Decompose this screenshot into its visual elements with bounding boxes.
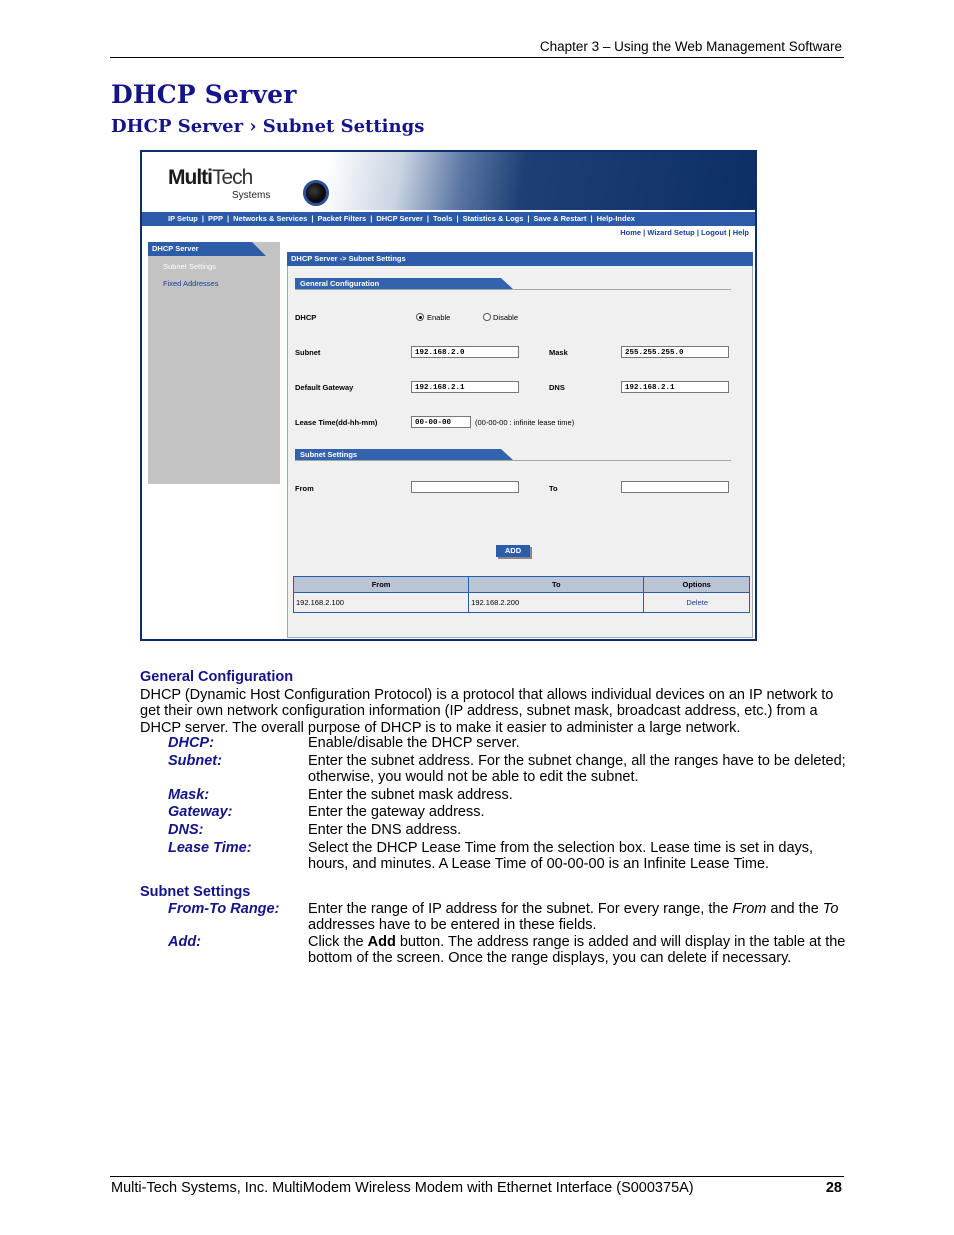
- logo-tech: Tech: [211, 166, 253, 189]
- desc-from-to-range: [308, 901, 848, 934]
- general-config-bar-tab: [501, 278, 513, 289]
- delete-link[interactable]: Delete: [644, 593, 750, 613]
- col-header-from: From: [294, 577, 469, 593]
- lease-time-input[interactable]: 00-00-00: [411, 416, 471, 428]
- cell-to: 192.168.2.200: [469, 593, 644, 613]
- term-add: Add:: [168, 934, 202, 950]
- mask-label: Mask: [549, 348, 568, 357]
- ranges-table: [293, 576, 750, 613]
- nav-ip-setup[interactable]: IP Setup: [168, 214, 198, 223]
- desc-add: [308, 934, 848, 967]
- add-text-1: Click the: [308, 934, 368, 950]
- dns-label: DNS: [549, 383, 565, 392]
- header-rule: [110, 57, 844, 58]
- from-input[interactable]: [411, 481, 519, 493]
- gateway-label: Default Gateway: [295, 383, 354, 392]
- sidebar-item-fixed-addresses[interactable]: Fixed Addresses: [163, 279, 219, 288]
- term-dhcp: DHCP:: [168, 735, 214, 751]
- general-config-bar: General Configuration: [295, 278, 501, 289]
- chapter-header: Chapter 3 – Using the Web Management Software: [539, 39, 842, 54]
- sidebar-heading: DHCP Server: [148, 242, 252, 256]
- desc-dhcp: Enable/disable the DHCP server.: [308, 735, 520, 751]
- dhcp-enable-label: Enable: [427, 313, 451, 322]
- nav-packet-filters[interactable]: Packet Filters: [317, 214, 367, 223]
- from-label: From: [295, 484, 314, 493]
- subnet-input[interactable]: 192.168.2.0: [411, 346, 519, 358]
- desc-lease-time: Select the DHCP Lease Time from the selection box. Lease time is set in days, hours, and minutes. A Lease Time of 00-00-00 is an Infinite Lease Time.: [308, 840, 814, 873]
- to-label: To: [549, 484, 558, 493]
- logo-globe-icon: [303, 180, 329, 206]
- table-row: [294, 593, 750, 613]
- dns-input[interactable]: 192.168.2.1: [621, 381, 729, 393]
- footer-text: Multi-Tech Systems, Inc. MultiModem Wireless Modem with Ethernet Interface (S000375A): [111, 1180, 694, 1196]
- fromto-text-3: addresses have to be entered in these fields.: [308, 917, 597, 934]
- subnet-label: Subnet: [295, 348, 321, 357]
- term-subnet: Subnet:: [168, 753, 222, 769]
- sidebar-heading-tab: [252, 242, 266, 256]
- gateway-input[interactable]: 192.168.2.1: [411, 381, 519, 393]
- multitech-logo: [168, 166, 271, 201]
- desc-mask: Enter the subnet mask address.: [308, 787, 513, 803]
- nav-dhcp-server[interactable]: DHCP Server: [376, 214, 423, 223]
- fromto-text-1: Enter the range of IP address for the subnet. For every range, the: [308, 901, 733, 917]
- fromto-to: To: [822, 901, 839, 917]
- fromto-from: From: [732, 901, 767, 917]
- cell-from: 192.168.2.100: [294, 593, 469, 613]
- col-header-to: To: [469, 577, 644, 593]
- nav-ppp[interactable]: PPP: [207, 214, 223, 223]
- web-ui-screenshot: [140, 150, 757, 641]
- general-config-heading: General Configuration: [140, 669, 294, 685]
- fromto-text-2: and the: [766, 901, 823, 917]
- footer-rule: [110, 1176, 844, 1177]
- sidebar-item-subnet-settings[interactable]: Subnet Settings: [163, 262, 216, 271]
- content-title: DHCP Server -> Subnet Settings: [287, 252, 753, 266]
- sub-nav: Home | Wizard Setup | Logout | Help: [620, 228, 749, 237]
- dhcp-label: DHCP: [295, 313, 317, 322]
- col-header-options: Options: [644, 577, 750, 593]
- desc-subnet: Enter the subnet address. For the subnet change, all the ranges have to be deleted; otherwise, you would not be able to edit the subnet.: [308, 753, 846, 786]
- term-gateway: Gateway:: [168, 804, 233, 820]
- add-bold: Add: [367, 934, 396, 950]
- subnav-help[interactable]: Help: [732, 228, 749, 237]
- term-dns: DNS:: [168, 822, 204, 838]
- logo-systems: Systems: [232, 190, 271, 201]
- lease-time-hint: (00-00-00 : infinite lease time): [475, 418, 575, 427]
- dhcp-disable-label: Disable: [493, 313, 519, 322]
- dhcp-disable-radio[interactable]: [483, 313, 491, 321]
- dhcp-enable-radio[interactable]: [416, 313, 424, 321]
- page-subtitle: DHCP Server › Subnet Settings: [111, 116, 425, 137]
- desc-dns: Enter the DNS address.: [308, 822, 462, 838]
- nav-save-restart[interactable]: Save & Restart: [533, 214, 587, 223]
- subnav-home[interactable]: Home: [620, 228, 642, 237]
- subnav-logout[interactable]: Logout: [701, 228, 727, 237]
- mask-input[interactable]: 255.255.255.0: [621, 346, 729, 358]
- page-title: DHCP Server: [111, 80, 297, 109]
- to-input[interactable]: [621, 481, 729, 493]
- page-number: 28: [825, 1180, 842, 1196]
- add-text-2: button. The address range is added and will display in the table at the bottom of the screen. Once the range displays, you can delete if necessary.: [308, 934, 846, 967]
- nav-tools[interactable]: Tools: [433, 214, 453, 223]
- term-lease-time: Lease Time:: [168, 840, 252, 856]
- nav-statistics-logs[interactable]: Statistics & Logs: [462, 214, 524, 223]
- term-mask: Mask:: [168, 787, 210, 803]
- general-config-rule: [295, 289, 731, 290]
- lease-time-label: Lease Time(dd-hh-mm): [295, 418, 378, 427]
- main-nav: IP Setup | PPP | Networks & Services | Packet Filters | DHCP Server | Tools | Statistics & Logs | Save & Restart | Help-Index: [142, 212, 755, 226]
- subnet-settings-bar: Subnet Settings: [295, 449, 501, 460]
- nav-networks-services[interactable]: Networks & Services: [233, 214, 308, 223]
- logo-multi: Multi: [168, 166, 212, 189]
- nav-help-index[interactable]: Help-Index: [596, 214, 635, 223]
- subnet-settings-bar-tab: [501, 449, 513, 460]
- subnet-settings-heading: Subnet Settings: [140, 884, 251, 900]
- term-from-to-range: From-To Range:: [168, 901, 280, 917]
- subnav-wizard-setup[interactable]: Wizard Setup: [647, 228, 695, 237]
- general-config-paragraph: DHCP (Dynamic Host Configuration Protocol) is a protocol that allows individual devices on an IP network to get their own network configuration information (IP address, subnet mask, broadcast address, etc.) from a DHCP server. The overall purpose of DHCP is to make it easier to administer a large network.: [140, 687, 834, 736]
- subnet-settings-rule: [295, 460, 731, 461]
- desc-gateway: Enter the gateway address.: [308, 804, 485, 820]
- add-button[interactable]: ADD: [496, 545, 530, 557]
